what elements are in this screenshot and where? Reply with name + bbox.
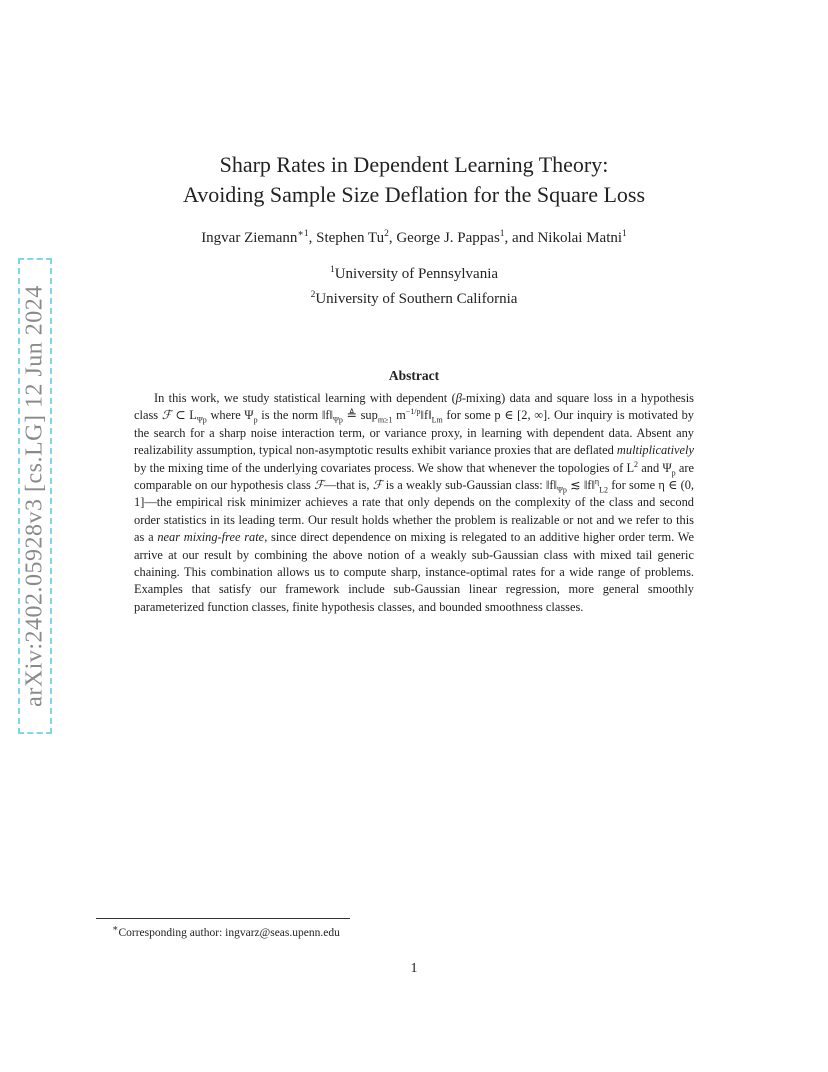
abstract-heading: Abstract [388, 368, 440, 383]
affiliation-mark: 2 [310, 290, 316, 300]
author-mark: 1 [499, 229, 505, 239]
author-mark: 1 [622, 229, 627, 239]
abstract-text: In this work, we study statistical learning with dependent (β-mixing) data and square loss in a hypothesis class ℱ ⊂ $L_{\Psi p}$ where $\Psi_p$ is the norm $‖f‖_{\Psi p}$ ≜ sup$_{m\ge 1}$ $m^{-1/p}‖f‖_{Lm}$ for some p ∈ [2, ∞]. Our inquiry is motivated by the search for a sharp noise interaction term, or variance proxy, in learning with dependent data. Absent any realizability assumption, typical non-asymptotic results exhibit variance proxies that are deflated multiplicatively by the mixing time of the underlying covariates process. We show that whenever the topologies of $L^2$ and $\Psi_p$ are comparable on our hypothesis class ℱ—that is, ℱ is a weakly sub-Gaussian class: $‖f‖_{\Psi p}$ ≲ ‖f‖$^\eta_{L2}$ for some η ∈ (0, 1]—the empirical risk minimizer achieves a rate that only depends on the complexity of the class and second order statistics in its leading term. Our result holds whether the problem is realizable or not and we refer to this as a near mixing-free rate, since direct dependence on mixing is relegated to an additive higher order term. We arrive at our result by combining the above notion of a weakly sub-Gaussian class with mixed tail generic chaining. This combination allows us to compute sharp, instance-optimal rates for a wide range of problems. Examples that satisfy our framework include sub-Gaussian linear regression, more general smoothly parameterized function classes, finite hypothesis classes, and bounded smoothness classes. [134, 391, 694, 614]
author-separator: , [308, 230, 317, 246]
affiliation-name: University of Southern California [315, 291, 518, 307]
affiliation-name: University of Pennsylvania [334, 266, 499, 282]
author-name: Nikolai Matni [537, 230, 623, 246]
affiliation-line [200, 260, 628, 285]
author-separator: , [388, 230, 397, 246]
arxiv-identifier-stamp [18, 258, 52, 734]
page-number: 1 [410, 961, 418, 976]
author-name: George J. Pappas [396, 230, 500, 246]
author-name: Stephen Tu [316, 230, 385, 246]
paper-title [100, 150, 728, 210]
author-separator: , and [504, 230, 538, 246]
footnote-text: Corresponding author: ingvarz@seas.upenn.edu [118, 926, 340, 939]
footnote-rule [96, 918, 350, 919]
affiliations [200, 260, 628, 310]
affiliation-mark: 1 [329, 265, 335, 275]
author-name: Ingvar Ziemann [201, 230, 298, 246]
title-line-1: Sharp Rates in Dependent Learning Theory: [219, 152, 609, 177]
title-line-2: Avoiding Sample Size Deflation for the Square Loss [182, 182, 646, 207]
footnote-mark: ∗ [112, 924, 119, 934]
author-mark: 2 [384, 229, 389, 239]
author-list [80, 228, 748, 247]
author-mark: ∗1 [297, 229, 309, 239]
footnote [112, 923, 340, 939]
arxiv-identifier: arXiv:2402.05928v3 [cs.LG] 12 Jun 2024 [21, 285, 48, 707]
affiliation-line [200, 285, 628, 310]
